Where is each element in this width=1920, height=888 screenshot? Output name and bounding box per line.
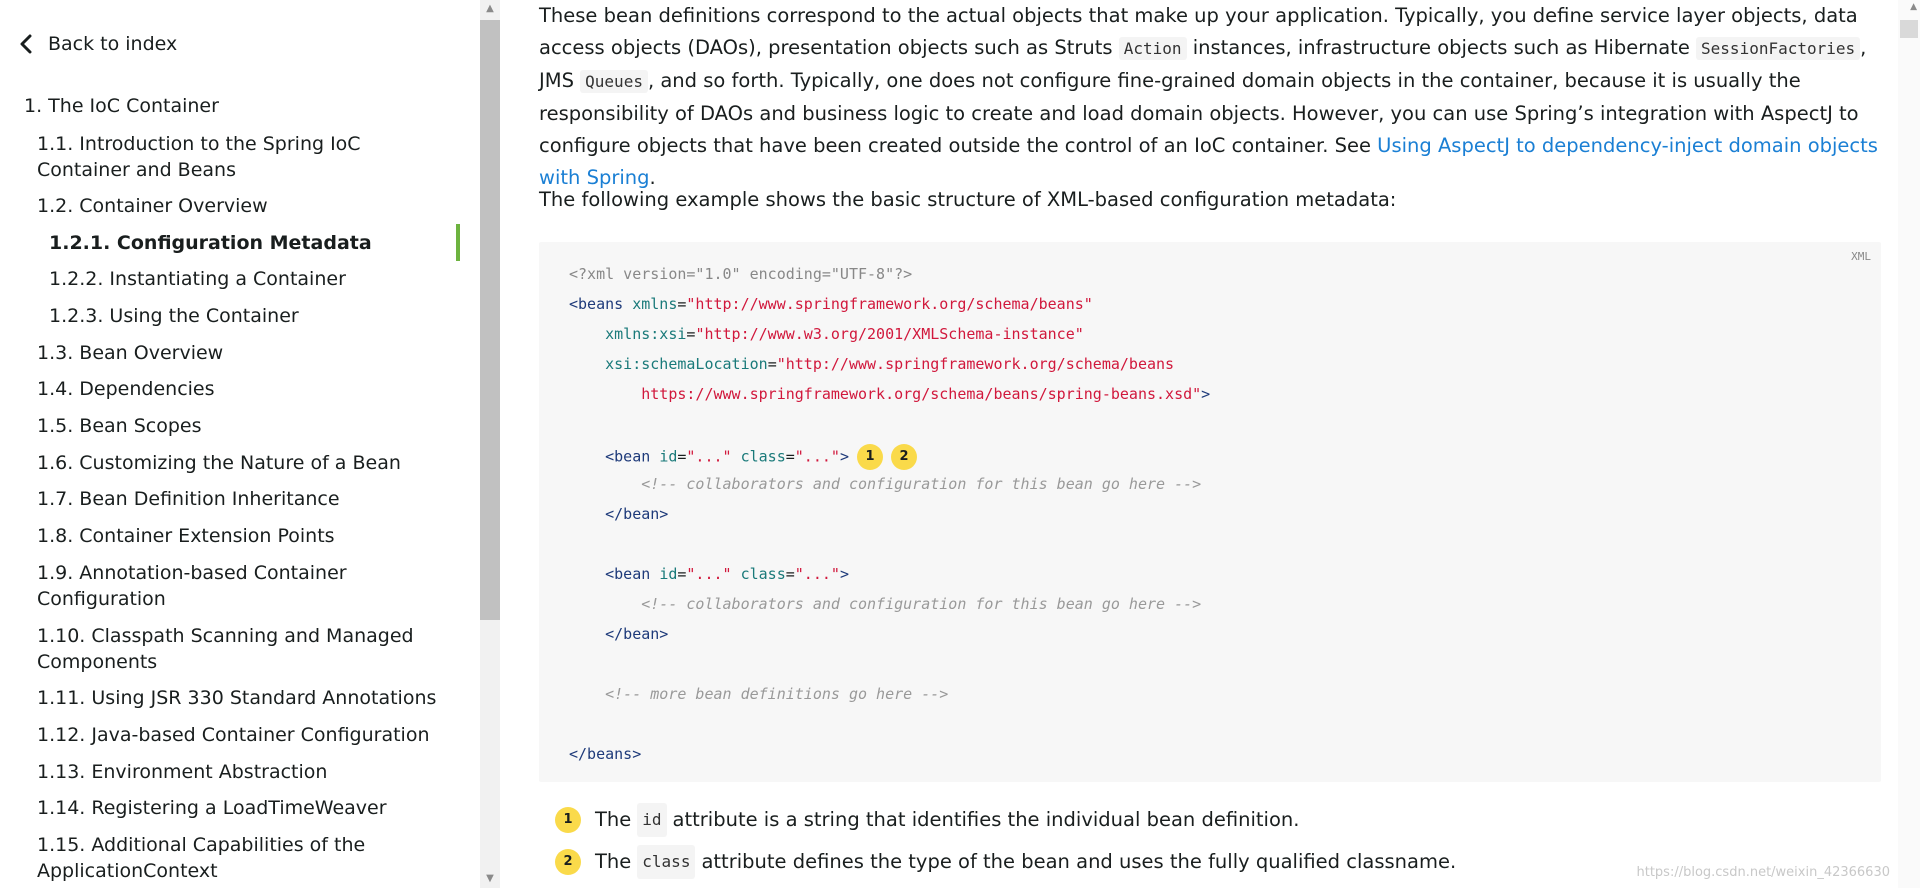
toc-item-application-context[interactable]: 1.15. Additional Capabilities of the ApplicationContext (37, 834, 366, 882)
callout-1-icon[interactable]: 1 (857, 444, 883, 470)
toc-item-jsr330[interactable]: 1.11. Using JSR 330 Standard Annotations (37, 687, 437, 709)
toc-item-java-config[interactable]: 1.12. Java-based Container Configuration (37, 724, 430, 746)
callout-note-2: 2 The class attribute defines the type of the bean and uses the fully qualified classname. (555, 845, 1456, 879)
page-scrollbar-track[interactable] (1898, 0, 1920, 888)
active-indicator (456, 224, 460, 261)
chevron-left-icon (18, 34, 34, 54)
callout-1-icon: 1 (555, 807, 581, 833)
code-line: <bean id="..." class="..."> 1 2 (569, 444, 917, 470)
toc-item-annotation-config[interactable]: 1.9. Annotation-based Container Configuration (37, 562, 347, 610)
page-scrollbar-thumb[interactable] (1900, 20, 1918, 38)
code-line: </beans> (569, 745, 642, 763)
xml-code-block (539, 242, 1881, 782)
code-line: <beans xmlns="http://www.springframework.org/schema/beans" (569, 295, 1093, 313)
toc-item-using-container[interactable]: 1.2.3. Using the Container (49, 305, 299, 327)
code-line: <!-- collaborators and configuration for this bean go here --> (641, 595, 1202, 613)
scroll-down-arrow-icon[interactable]: ▼ (486, 873, 494, 884)
code-line: <bean id="..." class="..."> (605, 565, 849, 583)
aspectj-link[interactable]: Using AspectJ to dependency-inject domain objects with Spring (539, 134, 1878, 189)
code-line: <?xml version="1.0" encoding="UTF-8"?> (569, 265, 913, 283)
toc-item-extension-points[interactable]: 1.8. Container Extension Points (37, 525, 335, 547)
callout-2-icon: 2 (555, 849, 581, 875)
scroll-up-arrow-icon[interactable]: ▲ (486, 3, 494, 14)
code-line: xmlns:xsi="http://www.w3.org/2001/XMLSchema-instance" (605, 325, 1084, 343)
code-line: <!-- collaborators and configuration for this bean go here --> (641, 475, 1202, 493)
code-queues: Queues (580, 70, 648, 93)
paragraph-example-intro: The following example shows the basic structure of XML-based configuration metadata: (539, 188, 1397, 211)
callout-note-1: 1 The id attribute is a string that identifies the individual bean definition. (555, 803, 1299, 837)
code-class: class (637, 845, 695, 879)
paragraph-bean-definitions: These bean definitions correspond to the actual objects that make up your application. Typically, you define service layer objects, data access objects (DAOs), presentation objects such as Struts Action instances, infrastructure objects such as Hibernate SessionFactories , JMS Queues , and so forth. Typically, one does not configure fine-grained domain objects in the container, because it is usually the responsibility of DAOs and business logic to create and load domain objects. However, you can use Spring’s integration with AspectJ to configure objects that have been created outside the control of an IoC container. See Using AspectJ to dependency-inject domain objects with Spring. (539, 4, 1878, 189)
toc-item-bean-overview[interactable]: 1.3. Bean Overview (37, 342, 224, 364)
code-line: xsi:schemaLocation="http://www.springframework.org/schema/beans (605, 355, 1175, 373)
toc-item-dependencies[interactable]: 1.4. Dependencies (37, 378, 215, 400)
code-language-label: XML (1851, 250, 1871, 263)
toc-item-bean-scopes[interactable]: 1.5. Bean Scopes (37, 415, 202, 437)
main-content (500, 0, 1898, 888)
toc-item-classpath-scanning[interactable]: 1.10. Classpath Scanning and Managed Components (37, 625, 414, 673)
sidebar-toc (0, 0, 480, 888)
back-to-index-link[interactable] (18, 30, 177, 58)
toc-item-instantiating-container[interactable]: 1.2.2. Instantiating a Container (49, 268, 346, 290)
toc-item-introduction[interactable]: 1.1. Introduction to the Spring IoC Container and Beans (37, 133, 361, 181)
code-line: </bean> (605, 505, 669, 523)
toc-item-environment[interactable]: 1.13. Environment Abstraction (37, 761, 328, 783)
toc-item-bean-inheritance[interactable]: 1.7. Bean Definition Inheritance (37, 488, 340, 510)
code-action: Action (1119, 37, 1187, 60)
toc-item-ioc-container[interactable]: 1. The IoC Container (24, 95, 219, 117)
toc-item-customizing-bean[interactable]: 1.6. Customizing the Nature of a Bean (37, 452, 401, 474)
code-line: <!-- more bean definitions go here --> (605, 685, 949, 703)
toc-item-configuration-metadata[interactable]: 1.2.1. Configuration Metadata (49, 232, 372, 254)
callout-2-icon[interactable]: 2 (891, 444, 917, 470)
back-to-index-label: Back to index (48, 33, 178, 55)
sidebar-scrollbar-thumb[interactable] (480, 20, 500, 620)
code-line: </bean> (605, 625, 669, 643)
page-scroll-up-icon[interactable]: ▲ (1910, 2, 1917, 12)
code-line: https://www.springframework.org/schema/beans/spring-beans.xsd"> (641, 385, 1211, 403)
code-sessionfactories: SessionFactories (1696, 37, 1860, 60)
code-id: id (637, 803, 666, 837)
toc-item-container-overview[interactable]: 1.2. Container Overview (37, 195, 268, 217)
toc-item-loadtimeweaver[interactable]: 1.14. Registering a LoadTimeWeaver (37, 797, 387, 819)
watermark: https://blog.csdn.net/weixin_42366630 (1636, 865, 1890, 880)
